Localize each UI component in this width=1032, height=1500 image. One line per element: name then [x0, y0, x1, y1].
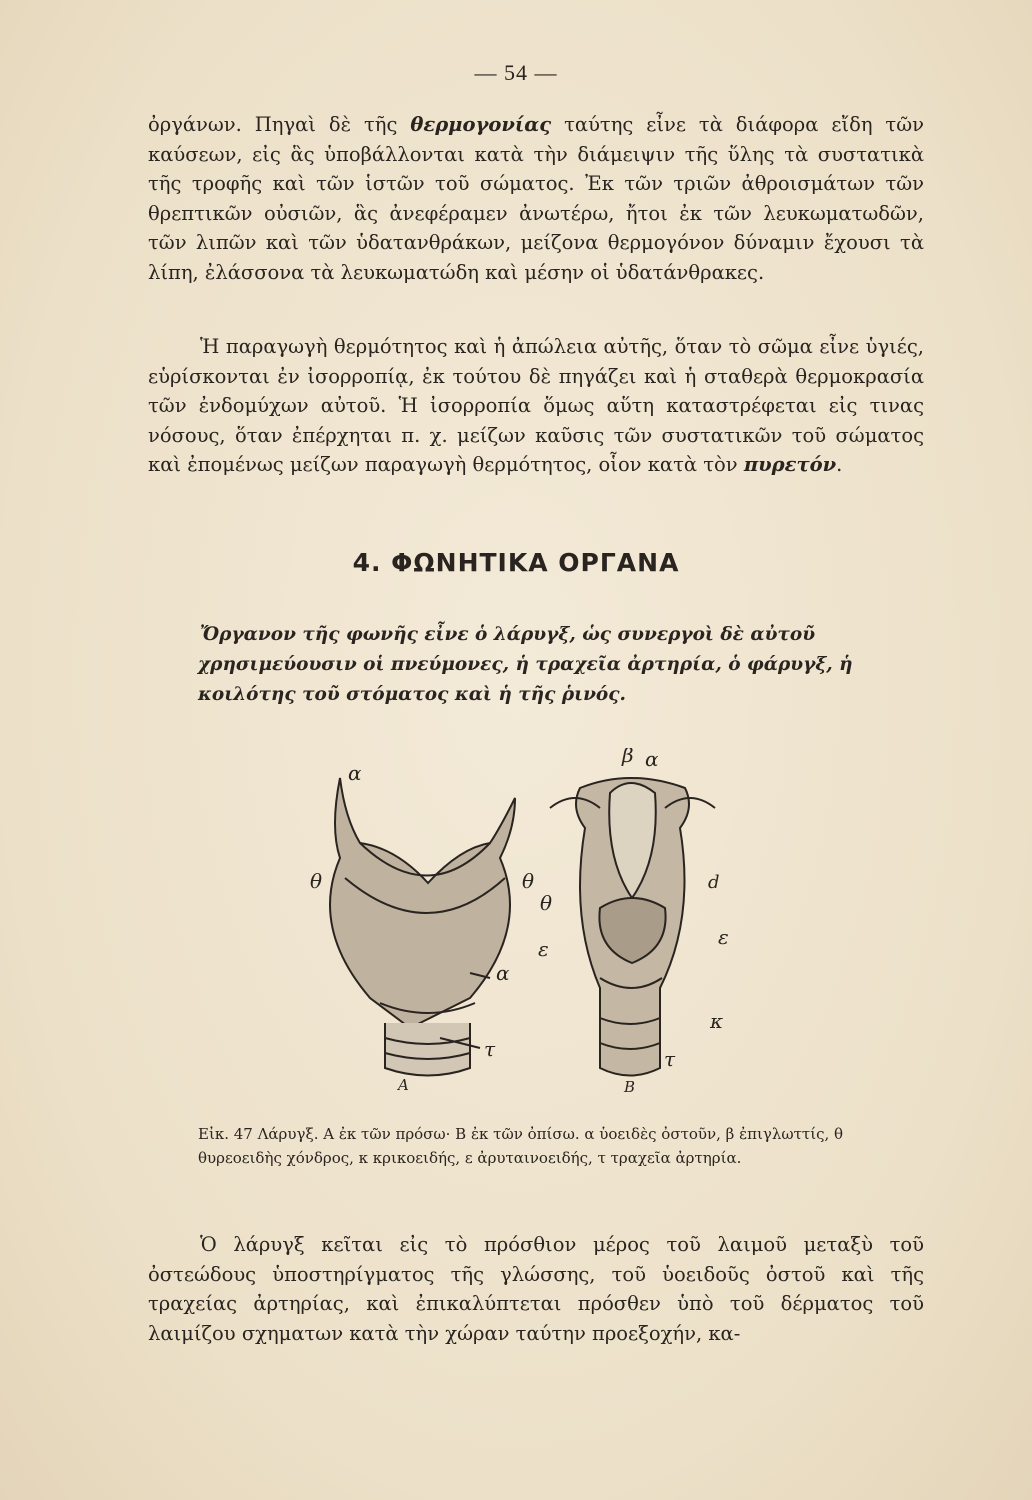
- label-a-tau: τ: [484, 1037, 496, 1061]
- p2-text-b: .: [836, 453, 843, 477]
- paragraph-heat-balance: [148, 332, 924, 480]
- label-b-theta: θ: [540, 891, 553, 915]
- label-b-beta: β: [622, 748, 634, 767]
- larynx-front-view: [330, 778, 515, 1076]
- label-b-alpha: α: [645, 748, 659, 771]
- label-b-epsilon-right: ε: [718, 925, 729, 949]
- label-a-alpha-mid: α: [496, 961, 510, 985]
- p1-emphasis: θερμογονίας: [410, 113, 552, 136]
- section-lead: Ὄργανον τῆς φωνῆς εἶνε ὁ λάρυγξ, ὡς συνεργοὶ δὲ αὐτοῦ χρησιμεύουσιν οἱ πνεύμονες, ἡ τραχεῖα ἀρτηρία, ὁ φάρυγξ, ἡ κοιλότης τοῦ στόματος καὶ ἡ τῆς ῥινός.: [198, 624, 853, 705]
- label-a-theta-right: θ: [522, 869, 535, 893]
- label-b-d: d: [708, 872, 720, 893]
- larynx-illustration: [300, 748, 760, 1100]
- p2-emphasis: πυρετόν: [743, 453, 837, 477]
- paragraph-1: [148, 110, 924, 288]
- p1-text-b: ταύτης εἶνε τὰ διάφορα εἴδη τῶν καύσεων, εἰς ἃς ὑποβάλλονται κατὰ τὴν διάμειψιν τῆς ὕλης τὰ συστατικὰ τῆς τροφῆς καὶ τῶν ἱστῶν τοῦ σώματος. Ἐκ τῶν τριῶν ἀθροισμάτων τῶν θρεπτικῶν οὐσιῶν, ἃς ἀνεφέραμεν ἀνωτέρω, ἤτοι ἐκ τῶν λευκωματωδῶν, τῶν λιπῶν καὶ τῶν ὑδατανθράκων, μείζονα θερμογόνον δύναμιν ἔχουσι τὰ λίπη, ἐλάσσονα τὰ λευκωματώδη καὶ μέσην οἱ ὑδατάνθρακες.: [148, 113, 924, 284]
- label-b-epsilon-left: ε: [538, 937, 549, 961]
- paragraph-larynx-position: [148, 1230, 924, 1348]
- paragraph-thermogenesis: [148, 110, 924, 288]
- p1-text-a: ὀργάνων. Πηγαὶ δὲ τῆς: [148, 113, 411, 136]
- panel-label-a: A: [398, 1076, 409, 1094]
- label-a-theta-left: θ: [310, 869, 323, 893]
- panel-label-b: B: [624, 1078, 636, 1096]
- larynx-figure: [300, 748, 760, 1100]
- label-b-kappa: κ: [710, 1009, 724, 1033]
- label-a-alpha-top: α: [348, 761, 362, 785]
- figure-caption: Εἰκ. 47 Λάρυγξ. Α ἐκ τῶν πρόσω· Β ἐκ τῶν ὀπίσω. α ὑοειδὲς ὀστοῦν, β ἐπιγλωττίς, θ θυρεοειδὴς χόνδρος, κ κρικοειδής, ε ἀρυταινοειδής, τ τραχεῖα ἀρτηρία.: [198, 1125, 844, 1167]
- trachea-front: [385, 1023, 470, 1076]
- larynx-back-view: [550, 778, 715, 1076]
- paragraph-2: [148, 332, 924, 480]
- section-heading: 4. ΦΩΝΗΤΙΚΑ ΟΡΓΑΝΑ: [352, 548, 680, 577]
- page-number: — 54 —: [474, 60, 558, 85]
- thyroid-cartilage-front: [330, 778, 515, 1028]
- paragraph-3: Ὁ λάρυγξ κεῖται εἰς τὸ πρόσθιον μέρος τοῦ λαιμοῦ μεταξὺ τοῦ ὀστεώδους ὑποστηρίγματος τῆς γλώσσης, τοῦ ὑοειδοῦς ὀστοῦ καὶ τῆς τραχείας ἀρτηρίας, καὶ ἐπικαλύπτεται πρόσθεν ὑπὸ τοῦ δέρματος τοῦ λαιμίζου σχηματων κατὰ τὴν χώραν ταύτην προεξοχήν, κα-: [148, 1233, 924, 1345]
- p2-text-a: Ἡ παραγωγὴ θερμότητος καὶ ἡ ἀπώλεια αὐτῆς, ὅταν τὸ σῶμα εἶνε ὑγιές, εὑρίσκονται ἐν ἰσορροπίᾳ, ἐκ τούτου δὲ πηγάζει καὶ ἡ σταθερὰ θερμοκρασία τῶν ἐνδομύχων αὐτοῦ. Ἡ ἰσορροπία ὅμως αὕτη καταστρέφεται εἰς τινας νόσους, ὅταν ἐπέρχηται π. χ. μείζων καῦσις τῶν συστατικῶν τοῦ σώματος καὶ ἐπομένως μείζων παραγωγὴ θερμότητος, οἷον κατὰ τὸν: [148, 335, 924, 477]
- label-b-tau: τ: [664, 1047, 676, 1071]
